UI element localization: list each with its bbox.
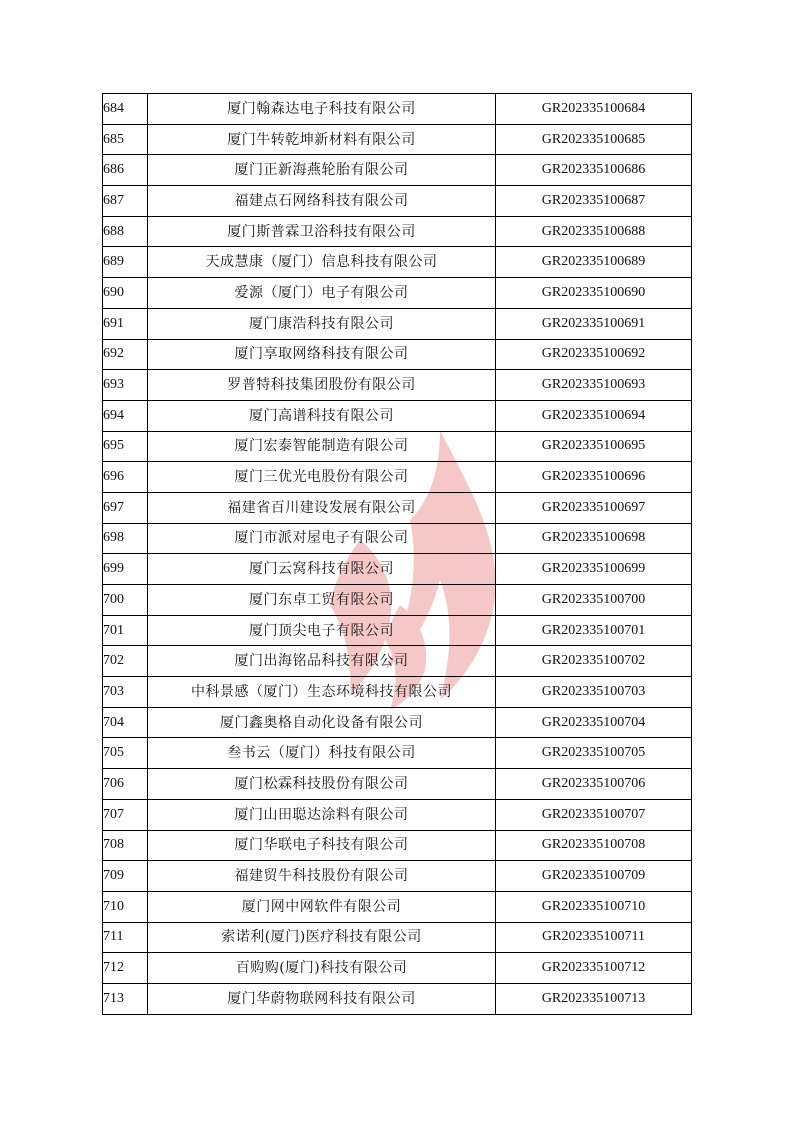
table-row	[103, 769, 692, 800]
company-name: 厦门华蔚物联网科技有限公司	[148, 983, 496, 1014]
table-row	[103, 738, 692, 769]
row-number: 704	[103, 707, 148, 738]
certificate-code: GR202335100699	[496, 554, 692, 585]
row-number: 713	[103, 983, 148, 1014]
company-name: 厦门华联电子科技有限公司	[148, 830, 496, 861]
company-name: 罗普特科技集团股份有限公司	[148, 370, 496, 401]
table-row	[103, 492, 692, 523]
certificate-code: GR202335100706	[496, 769, 692, 800]
company-name: 厦门鑫奥格自动化设备有限公司	[148, 707, 496, 738]
row-number: 693	[103, 370, 148, 401]
company-name: 福建省百川建设发展有限公司	[148, 492, 496, 523]
row-number: 685	[103, 124, 148, 155]
certificate-code: GR202335100701	[496, 615, 692, 646]
table-row	[103, 124, 692, 155]
certificate-code: GR202335100712	[496, 953, 692, 984]
row-number: 691	[103, 308, 148, 339]
certificate-code: GR202335100685	[496, 124, 692, 155]
row-number: 697	[103, 492, 148, 523]
company-name: 爱源（厦门）电子有限公司	[148, 278, 496, 309]
company-name: 福建点石网络科技有限公司	[148, 186, 496, 217]
table-row	[103, 922, 692, 953]
certificate-code: GR202335100688	[496, 216, 692, 247]
row-number: 708	[103, 830, 148, 861]
table-row	[103, 216, 692, 247]
company-name: 福建贸牛科技股份有限公司	[148, 861, 496, 892]
company-name: 厦门三优光电股份有限公司	[148, 462, 496, 493]
table-row	[103, 983, 692, 1014]
company-name: 厦门市派对屋电子有限公司	[148, 523, 496, 554]
certificate-code: GR202335100689	[496, 247, 692, 278]
company-name: 厦门山田聪达涂料有限公司	[148, 799, 496, 830]
table-row	[103, 953, 692, 984]
row-number: 695	[103, 431, 148, 462]
row-number: 706	[103, 769, 148, 800]
certificate-code: GR202335100686	[496, 155, 692, 186]
row-number: 684	[103, 94, 148, 125]
certificate-code: GR202335100696	[496, 462, 692, 493]
table-row	[103, 615, 692, 646]
certificate-code: GR202335100704	[496, 707, 692, 738]
certificate-code: GR202335100702	[496, 646, 692, 677]
row-number: 703	[103, 677, 148, 708]
certificate-code: GR202335100709	[496, 861, 692, 892]
certificate-code: GR202335100705	[496, 738, 692, 769]
certificate-code: GR202335100687	[496, 186, 692, 217]
certificate-code: GR202335100713	[496, 983, 692, 1014]
certificate-code: GR202335100710	[496, 891, 692, 922]
table-row	[103, 155, 692, 186]
row-number: 688	[103, 216, 148, 247]
table-row	[103, 278, 692, 309]
row-number: 687	[103, 186, 148, 217]
company-name: 厦门牛转乾坤新材料有限公司	[148, 124, 496, 155]
company-name: 厦门正新海燕轮胎有限公司	[148, 155, 496, 186]
certificate-code: GR202335100708	[496, 830, 692, 861]
company-registry-table	[102, 93, 692, 1015]
certificate-code: GR202335100684	[496, 94, 692, 125]
certificate-code: GR202335100703	[496, 677, 692, 708]
table-row	[103, 94, 692, 125]
row-number: 694	[103, 400, 148, 431]
table-row	[103, 400, 692, 431]
table-row	[103, 339, 692, 370]
table-row	[103, 585, 692, 616]
row-number: 692	[103, 339, 148, 370]
row-number: 690	[103, 278, 148, 309]
company-name: 天成慧康（厦门）信息科技有限公司	[148, 247, 496, 278]
row-number: 709	[103, 861, 148, 892]
certificate-code: GR202335100695	[496, 431, 692, 462]
table-row	[103, 799, 692, 830]
row-number: 696	[103, 462, 148, 493]
row-number: 710	[103, 891, 148, 922]
table-row	[103, 677, 692, 708]
company-name: 厦门斯普霖卫浴科技有限公司	[148, 216, 496, 247]
table-row	[103, 431, 692, 462]
certificate-code: GR202335100700	[496, 585, 692, 616]
company-name: 厦门高谱科技有限公司	[148, 400, 496, 431]
company-name: 索诺利(厦门)医疗科技有限公司	[148, 922, 496, 953]
table-row	[103, 186, 692, 217]
company-name: 厦门网中网软件有限公司	[148, 891, 496, 922]
table-row	[103, 370, 692, 401]
table-row	[103, 707, 692, 738]
company-name: 厦门翰森达电子科技有限公司	[148, 94, 496, 125]
company-name: 厦门顶尖电子有限公司	[148, 615, 496, 646]
certificate-code: GR202335100697	[496, 492, 692, 523]
row-number: 707	[103, 799, 148, 830]
row-number: 698	[103, 523, 148, 554]
certificate-code: GR202335100711	[496, 922, 692, 953]
table-row	[103, 247, 692, 278]
certificate-code: GR202335100692	[496, 339, 692, 370]
table-row	[103, 891, 692, 922]
table-row	[103, 830, 692, 861]
company-name: 百购购(厦门)科技有限公司	[148, 953, 496, 984]
row-number: 701	[103, 615, 148, 646]
company-name: 厦门东卓工贸有限公司	[148, 585, 496, 616]
certificate-code: GR202335100694	[496, 400, 692, 431]
certificate-code: GR202335100690	[496, 278, 692, 309]
table-row	[103, 646, 692, 677]
certificate-code: GR202335100691	[496, 308, 692, 339]
row-number: 700	[103, 585, 148, 616]
table-row	[103, 554, 692, 585]
row-number: 699	[103, 554, 148, 585]
company-name: 厦门云窝科技有限公司	[148, 554, 496, 585]
row-number: 712	[103, 953, 148, 984]
certificate-code: GR202335100698	[496, 523, 692, 554]
company-name: 叁书云（厦门）科技有限公司	[148, 738, 496, 769]
table-row	[103, 308, 692, 339]
row-number: 702	[103, 646, 148, 677]
certificate-code: GR202335100707	[496, 799, 692, 830]
company-name: 厦门康浩科技有限公司	[148, 308, 496, 339]
company-name: 厦门松霖科技股份有限公司	[148, 769, 496, 800]
row-number: 711	[103, 922, 148, 953]
certificate-code: GR202335100693	[496, 370, 692, 401]
row-number: 689	[103, 247, 148, 278]
row-number: 705	[103, 738, 148, 769]
row-number: 686	[103, 155, 148, 186]
company-name: 中科景感（厦门）生态环境科技有限公司	[148, 677, 496, 708]
table-row	[103, 861, 692, 892]
company-name: 厦门出海铭品科技有限公司	[148, 646, 496, 677]
company-name: 厦门宏泰智能制造有限公司	[148, 431, 496, 462]
company-name: 厦门享取网络科技有限公司	[148, 339, 496, 370]
table-row	[103, 462, 692, 493]
table-row	[103, 523, 692, 554]
